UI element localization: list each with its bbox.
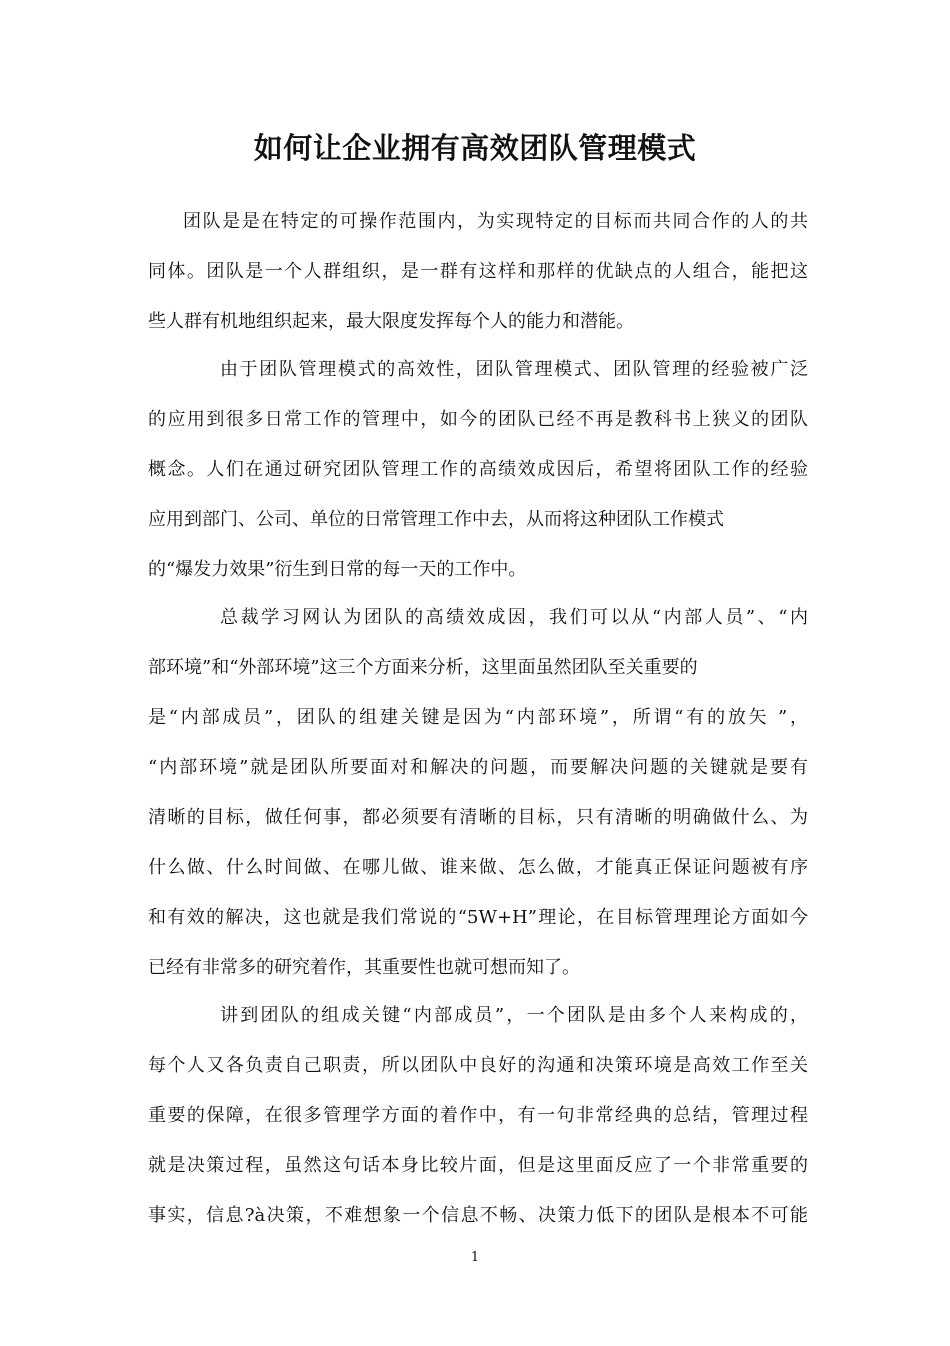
paragraph-2-line-1: 由于团队管理模式的高效性，团队管理模式、团队管理的经验被广泛 (220, 359, 808, 380)
paragraph-2-line-5: 的“爆发力效果”衍生到日常的每一天的工作中。 (148, 559, 527, 580)
paragraph-4-line-1: 讲到团队的组成关键“内部成员”，一个团队是由多个人来构成的， (220, 1005, 808, 1026)
paragraph-4-line-5: 事实，信息?à决策，不难想象一个信息不畅、决策力低下的团队是根本不可能 (148, 1205, 808, 1226)
paragraph-4-line-3: 重要的保障，在很多管理学方面的着作中，有一句非常经典的总结，管理过程 (148, 1105, 808, 1126)
paragraph-3-line-6: 什么做、什么时间做、在哪儿做、谁来做、怎么做，才能真正保证问题被有序 (148, 857, 808, 878)
page-number: 1 (470, 1250, 480, 1265)
paragraph-2-line-2: 的应用到很多日常工作的管理中，如今的团队已经不再是教科书上狭义的团队 (148, 409, 808, 430)
paragraph-3-line-3: 是“内部成员”，团队的组建关键是因为“内部环境”，所谓“有的放矢 ”， (148, 707, 808, 728)
paragraph-3-line-4: “内部环境”就是团队所要面对和解决的问题，而要解决问题的关键就是要有 (148, 757, 808, 778)
paragraph-3-line-7: 和有效的解决，这也就是我们常说的“5W+H”理论，在目标管理理论方面如今 (148, 907, 808, 928)
paragraph-1-line-2: 同体。团队是一个人群组织，是一群有这样和那样的优缺点的人组合，能把这 (148, 261, 808, 282)
paragraph-1-line-1: 团队是是在特定的可操作范围内，为实现特定的目标而共同合作的人的共 (183, 211, 808, 232)
paragraph-3-line-1: 总裁学习网认为团队的高绩效成因，我们可以从“内部人员”、“内 (220, 607, 808, 628)
paragraph-3-line-5: 清晰的目标，做任何事，都必须要有清晰的目标，只有清晰的明确做什么、为 (148, 807, 808, 828)
paragraph-4-line-2: 每个人又各负责自己职责，所以团队中良好的沟通和决策环境是高效工作至关 (148, 1055, 808, 1076)
paragraph-4-line-4: 就是决策过程，虽然这句话本身比较片面，但是这里面反应了一个非常重要的 (148, 1155, 808, 1176)
paragraph-2-line-3: 概念。人们在通过研究团队管理工作的高绩效成因后，希望将团队工作的经验 (148, 459, 808, 480)
paragraph-3-line-2: 部环境”和“外部环境”这三个方面来分析，这里面虽然团队至关重要的 (148, 657, 698, 678)
paragraph-3-line-8: 已经有非常多的研究着作，其重要性也就可想而知了。 (148, 957, 580, 978)
paragraph-2-line-4: 应用到部门、公司、单位的日常管理工作中去，从而将这种团队工作模式 (148, 509, 724, 530)
paragraph-1-line-3: 些人群有机地组织起来，最大限度发挥每个人的能力和潜能。 (148, 311, 634, 332)
document-title: 如何让企业拥有高效团队管理模式 (253, 131, 697, 165)
